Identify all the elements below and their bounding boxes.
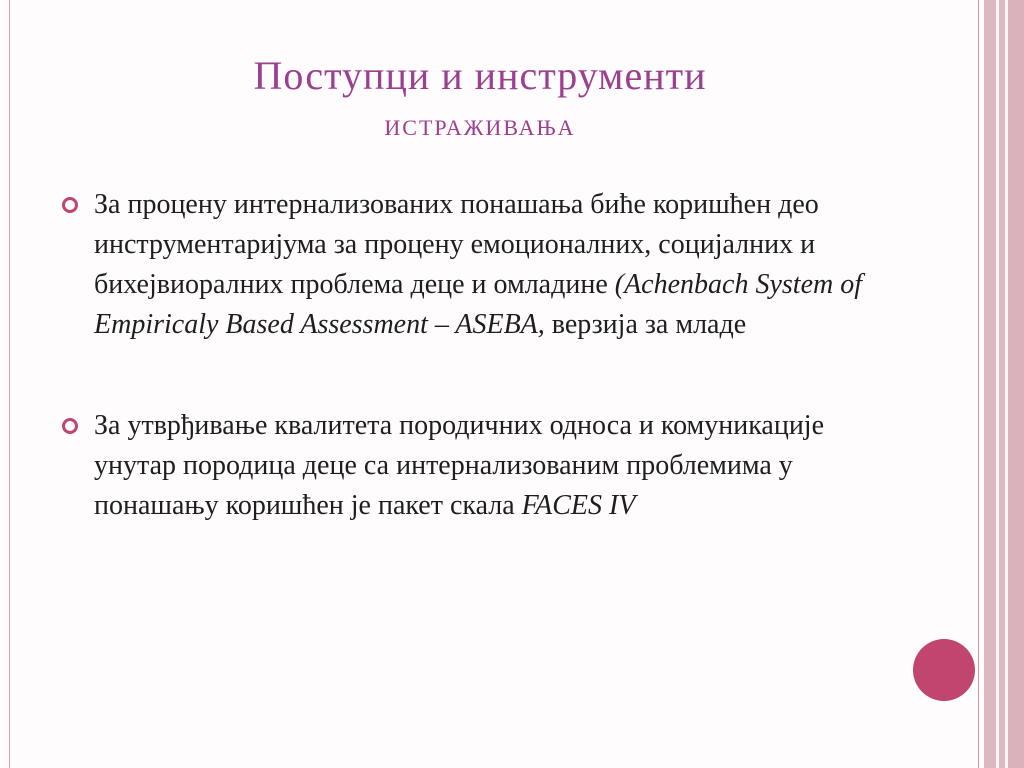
stripe: [1008, 0, 1024, 768]
slide-title: [20, 52, 940, 148]
title-line-2: истраживања: [384, 106, 576, 142]
bullet-item: [58, 185, 888, 345]
bullet-italic-text: FACES IV: [521, 490, 636, 521]
decorative-circle: [913, 639, 975, 701]
bullet-item: [58, 406, 888, 526]
circle-bullet-icon: [62, 197, 78, 213]
bullet-text: За процену интернализованих понашања биће коришћен део инструментаријума за процену емоционалних, социјалних и бихејвиоралних проблема деце и омладине: [94, 189, 819, 300]
title-line-1: Поступци и инструменти: [253, 53, 707, 98]
stripe: [984, 0, 996, 768]
right-decorative-stripes: [978, 0, 1024, 768]
bullet-list: [58, 185, 888, 526]
stripe: [978, 0, 979, 768]
circle-bullet-icon: [62, 418, 78, 434]
left-border-line: [9, 0, 10, 768]
bullet-text: За утврђивање квалитета породичних односа и комуникације унутар породица деце са интернализованим проблемима у понашању коришћен је пакет скала: [94, 410, 825, 521]
bullet-italic-text: (Achenbach System of Empiricaly Based Assessment – ASEBA,: [94, 269, 862, 340]
bullet-tail-text: верзија за младе: [544, 309, 747, 340]
